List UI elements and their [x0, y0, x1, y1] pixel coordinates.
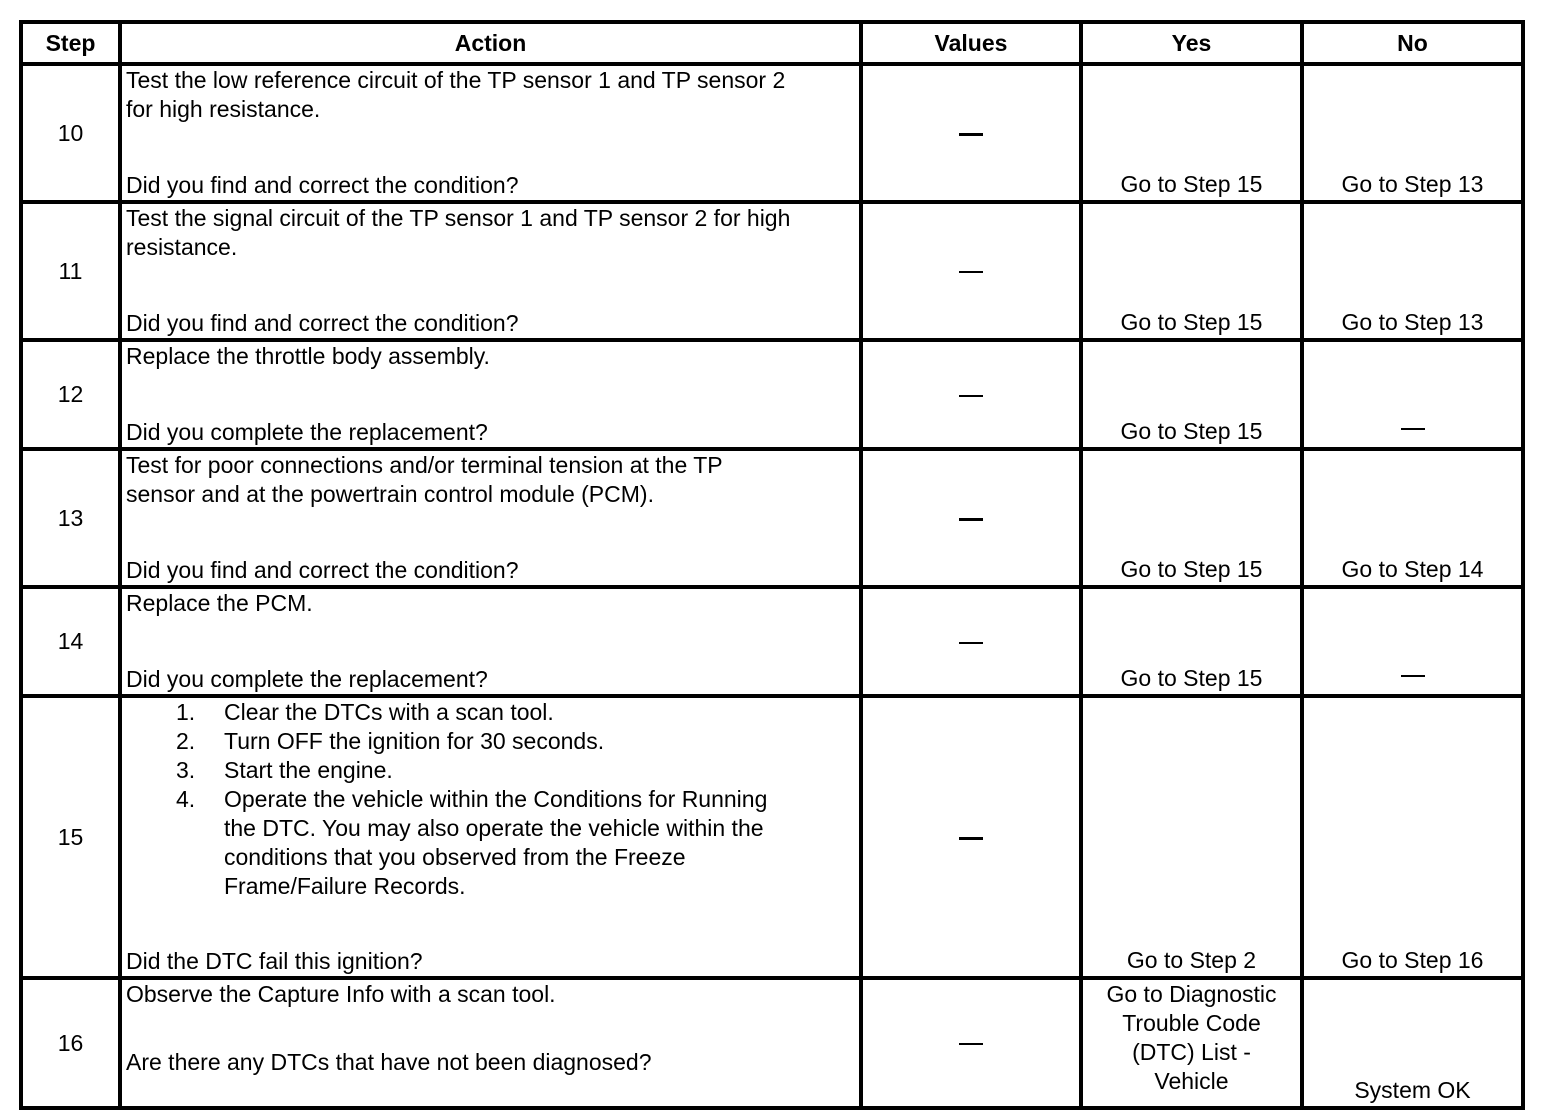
- action-line: Test for poor connections and/or terminal tension at the TP: [126, 452, 723, 478]
- action-line: resistance.: [126, 234, 238, 260]
- list-number: 3.: [176, 757, 196, 783]
- dash-icon: [959, 133, 983, 136]
- action-line: Observe the Capture Info with a scan tool.: [126, 981, 556, 1007]
- yes-line: (DTC) List -: [1132, 1039, 1251, 1065]
- header-row: [21, 22, 1523, 64]
- table-row: [21, 978, 1523, 1108]
- list-text-line: Frame/Failure Records.: [224, 873, 466, 899]
- values-cell: [861, 696, 1081, 978]
- step-number: 10: [21, 64, 120, 202]
- action-question: Did you find and correct the condition?: [126, 310, 519, 336]
- action-cell: [120, 449, 861, 587]
- dash-icon: [1401, 675, 1425, 677]
- table-row: [21, 64, 1523, 202]
- table-row: [21, 587, 1523, 696]
- diagnostic-table: [19, 20, 1525, 1110]
- action-cell: [120, 340, 861, 449]
- action-question: Did you complete the replacement?: [126, 666, 488, 692]
- values-cell: [861, 202, 1081, 340]
- step-number: 14: [21, 587, 120, 696]
- step-number: 11: [21, 202, 120, 340]
- no-cell: [1302, 587, 1523, 696]
- table-row: [21, 449, 1523, 587]
- yes-cell: Go to Step 15: [1081, 64, 1302, 202]
- list-number: 2.: [176, 728, 196, 754]
- table-row: [21, 202, 1523, 340]
- action-line: Test the signal circuit of the TP sensor 1 and TP sensor 2 for high: [126, 205, 791, 231]
- action-cell: [120, 64, 861, 202]
- action-question: Did the DTC fail this ignition?: [126, 948, 423, 974]
- list-item: [126, 756, 855, 785]
- list-number: 1.: [176, 699, 196, 725]
- action-line: for high resistance.: [126, 96, 321, 122]
- list-text: Turn OFF the ignition for 30 seconds.: [224, 728, 605, 754]
- list-text: Clear the DTCs with a scan tool.: [224, 699, 554, 725]
- no-cell: Go to Step 13: [1302, 202, 1523, 340]
- no-cell: Go to Step 16: [1302, 696, 1523, 978]
- table-row: [21, 340, 1523, 449]
- step-number: 13: [21, 449, 120, 587]
- dash-icon: [959, 395, 983, 397]
- no-cell: System OK: [1302, 978, 1523, 1108]
- header-step: Step: [21, 22, 120, 64]
- dash-icon: [959, 271, 983, 273]
- no-cell: [1302, 340, 1523, 449]
- action-question: Did you complete the replacement?: [126, 419, 488, 445]
- list-text: Start the engine.: [224, 757, 393, 783]
- values-cell: [861, 64, 1081, 202]
- values-cell: [861, 449, 1081, 587]
- no-cell: Go to Step 13: [1302, 64, 1523, 202]
- action-cell: [120, 587, 861, 696]
- dash-icon: [959, 1043, 983, 1045]
- yes-cell: Go to Step 2: [1081, 696, 1302, 978]
- action-cell: [120, 202, 861, 340]
- list-text: [224, 785, 855, 901]
- yes-cell: Go to Step 15: [1081, 449, 1302, 587]
- yes-line: Vehicle: [1154, 1068, 1229, 1094]
- action-line: Replace the throttle body assembly.: [126, 343, 490, 369]
- list-text-line: Operate the vehicle within the Conditions for Running: [224, 786, 768, 812]
- values-cell: [861, 587, 1081, 696]
- no-cell: Go to Step 14: [1302, 449, 1523, 587]
- header-values: Values: [861, 22, 1081, 64]
- list-number: 4.: [176, 786, 196, 812]
- action-line: Test the low reference circuit of the TP sensor 1 and TP sensor 2: [126, 67, 786, 93]
- list-text-line: conditions that you observed from the Freeze: [224, 844, 686, 870]
- list-item: [126, 698, 855, 727]
- step-number: 16: [21, 978, 120, 1108]
- dash-icon: [959, 837, 983, 840]
- action-line: sensor and at the powertrain control module (PCM).: [126, 481, 654, 507]
- values-cell: [861, 340, 1081, 449]
- yes-cell: Go to Step 15: [1081, 202, 1302, 340]
- list-item: [126, 727, 855, 756]
- action-question: Did you find and correct the condition?: [126, 557, 519, 583]
- yes-line: Go to Diagnostic: [1106, 981, 1277, 1007]
- step-number: 15: [21, 696, 120, 978]
- action-question: Did you find and correct the condition?: [126, 172, 519, 198]
- table-row: [21, 696, 1523, 978]
- yes-cell: Go to Step 15: [1081, 587, 1302, 696]
- list-text-line: the DTC. You may also operate the vehicle within the: [224, 815, 764, 841]
- list-item: [126, 785, 855, 901]
- yes-line: Trouble Code: [1122, 1010, 1261, 1036]
- dash-icon: [1401, 428, 1425, 430]
- numbered-list: [126, 698, 855, 901]
- step-number: 12: [21, 340, 120, 449]
- dash-icon: [959, 518, 983, 521]
- values-cell: [861, 978, 1081, 1108]
- action-question: Are there any DTCs that have not been diagnosed?: [126, 1049, 652, 1075]
- action-cell: [120, 978, 861, 1108]
- header-no: No: [1302, 22, 1523, 64]
- action-line: Replace the PCM.: [126, 590, 313, 616]
- yes-cell: [1081, 978, 1302, 1108]
- yes-cell: Go to Step 15: [1081, 340, 1302, 449]
- header-yes: Yes: [1081, 22, 1302, 64]
- dash-icon: [959, 642, 983, 644]
- action-cell: [120, 696, 861, 978]
- header-action: Action: [120, 22, 861, 64]
